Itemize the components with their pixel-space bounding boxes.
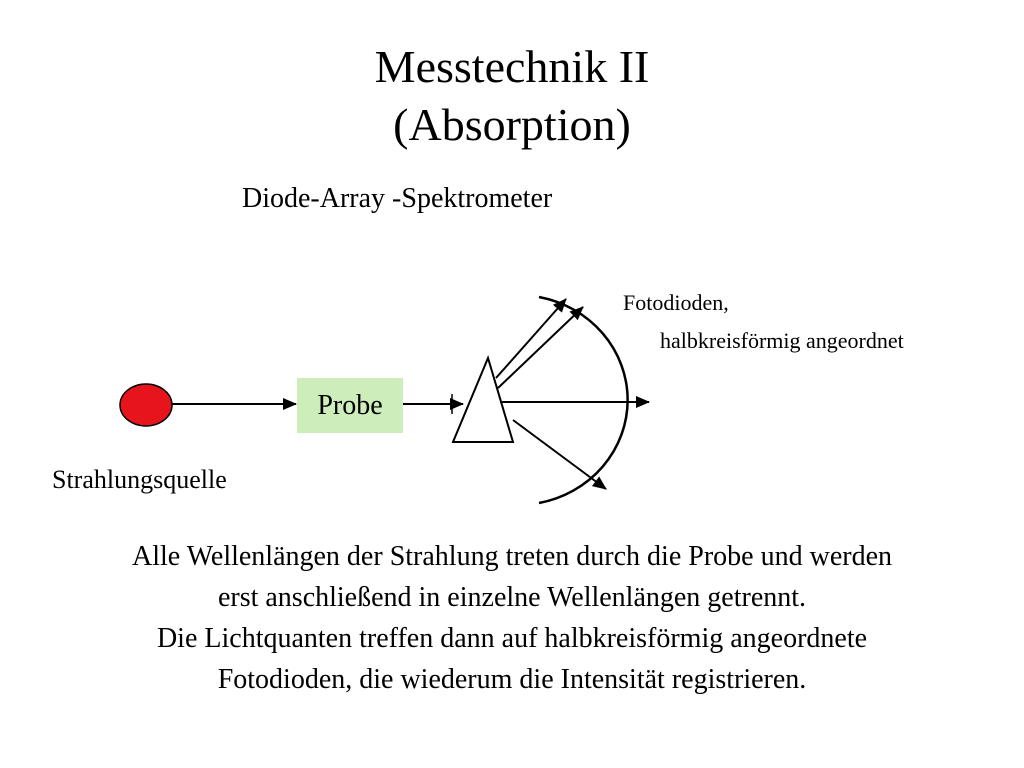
title-line-2: (Absorption) bbox=[393, 99, 631, 150]
dispersed-ray-2-arrow bbox=[498, 307, 583, 388]
radiation-source-label: Strahlungsquelle bbox=[52, 465, 227, 494]
description-line-3: Die Lichtquanten treffen dann auf halbkreisförmig angeordnete bbox=[156, 623, 868, 654]
photodiodes-label-line-2: halbkreisförmig angeordnet bbox=[660, 328, 904, 353]
slide-subtitle: Diode-Array -Spektrometer bbox=[242, 183, 553, 214]
title-line-1: Messtechnik II bbox=[374, 41, 650, 92]
description-line-4: Fotodioden, die wiederum die Intensität registrieren. bbox=[217, 664, 807, 695]
probe-box bbox=[297, 378, 403, 433]
dispersed-ray-1-arrow bbox=[496, 299, 566, 378]
description-line-1: Alle Wellenlängen der Strahlung treten durch die Probe und werden bbox=[132, 541, 892, 572]
description-text bbox=[40, 536, 984, 700]
radiation-source-icon bbox=[120, 384, 172, 426]
dispersed-ray-4-arrow bbox=[513, 420, 606, 489]
prism-icon bbox=[453, 358, 513, 442]
probe-label: Probe bbox=[317, 389, 383, 421]
description-line-2: erst anschließend in einzelne Wellenlängen getrennt. bbox=[217, 582, 807, 613]
photodiodes-label-line-1: Fotodioden, bbox=[623, 290, 729, 315]
